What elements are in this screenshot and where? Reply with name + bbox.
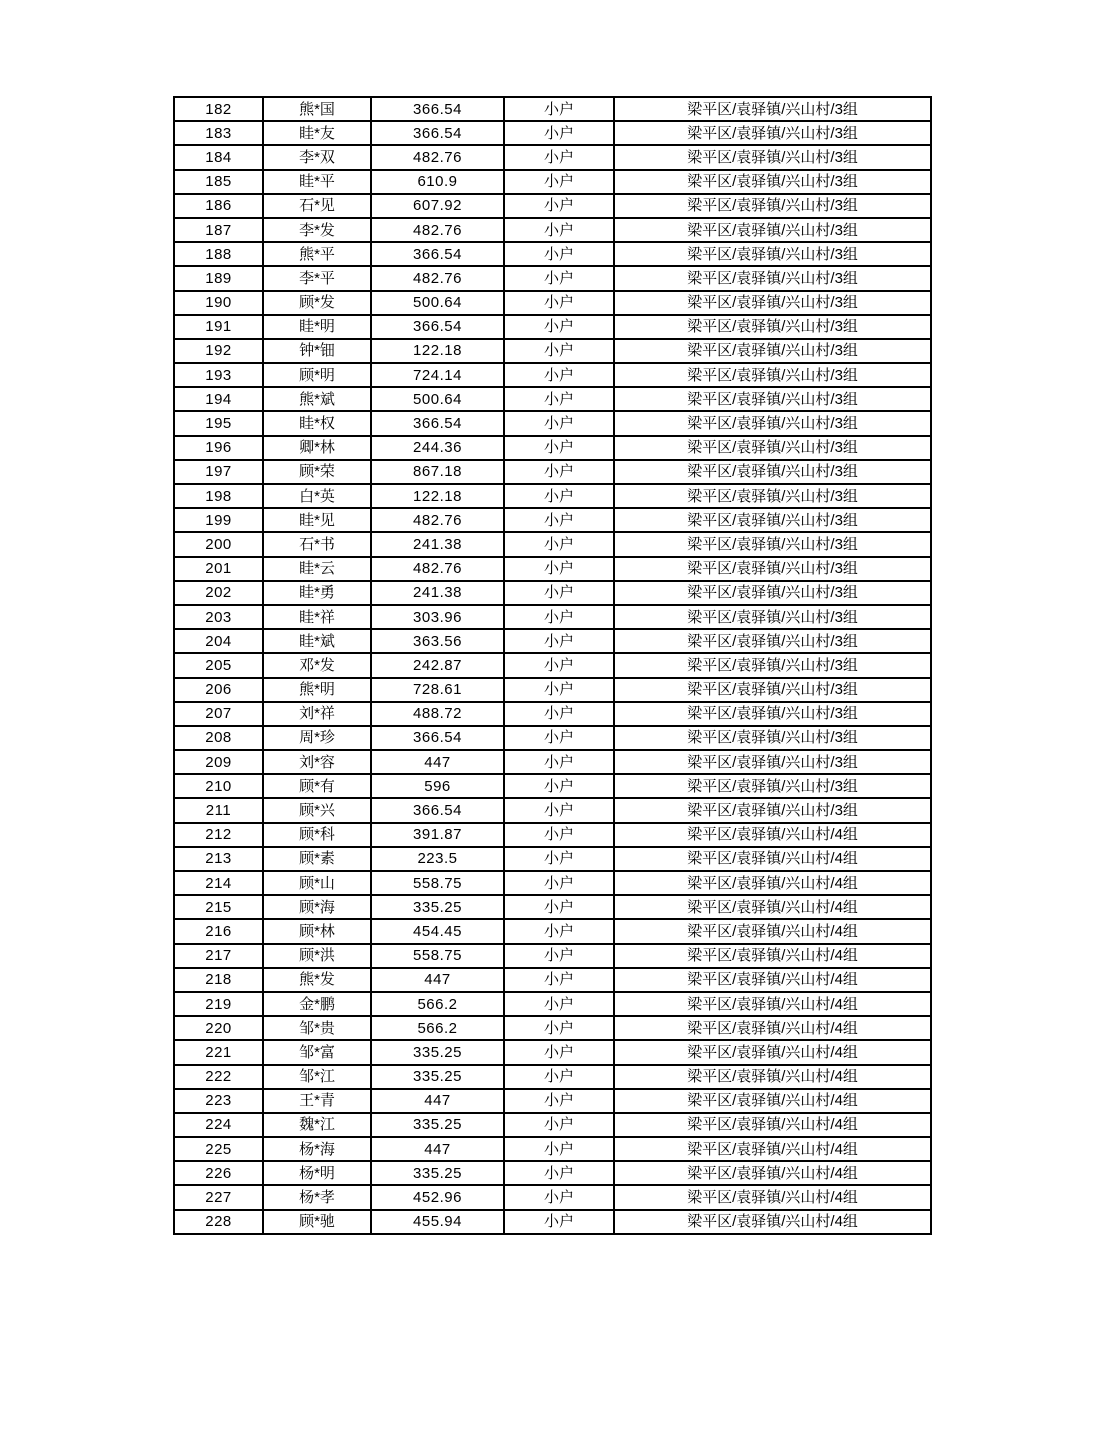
cell-index: 225: [174, 1137, 263, 1161]
cell-address: 梁平区/袁驿镇/兴山村/3组: [614, 387, 931, 411]
table-row: [174, 460, 931, 484]
cell-index: 188: [174, 242, 263, 266]
cell-amount: 122.18: [371, 484, 504, 508]
cell-index: 192: [174, 339, 263, 363]
table-row: [174, 411, 931, 435]
cell-household-type: 小户: [504, 194, 614, 218]
cell-household-type: 小户: [504, 291, 614, 315]
cell-name: 邓*发: [263, 653, 371, 677]
cell-household-type: 小户: [504, 1185, 614, 1209]
cell-index: 186: [174, 194, 263, 218]
table-row: [174, 750, 931, 774]
table-row: [174, 702, 931, 726]
cell-address: 梁平区/袁驿镇/兴山村/3组: [614, 242, 931, 266]
cell-index: 196: [174, 436, 263, 460]
cell-amount: 366.54: [371, 121, 504, 145]
cell-amount: 366.54: [371, 242, 504, 266]
cell-index: 185: [174, 170, 263, 194]
cell-name: 石*见: [263, 194, 371, 218]
cell-amount: 724.14: [371, 363, 504, 387]
table-row: [174, 1040, 931, 1064]
table-row: [174, 194, 931, 218]
cell-name: 眭*平: [263, 170, 371, 194]
records-table-body: [174, 97, 931, 1234]
cell-household-type: 小户: [504, 871, 614, 895]
cell-address: 梁平区/袁驿镇/兴山村/3组: [614, 411, 931, 435]
cell-household-type: 小户: [504, 436, 614, 460]
cell-name: 杨*海: [263, 1137, 371, 1161]
cell-amount: 303.96: [371, 605, 504, 629]
cell-address: 梁平区/袁驿镇/兴山村/3组: [614, 291, 931, 315]
table-row: [174, 1089, 931, 1113]
cell-name: 刘*祥: [263, 702, 371, 726]
cell-index: 198: [174, 484, 263, 508]
cell-index: 201: [174, 557, 263, 581]
cell-index: 207: [174, 702, 263, 726]
cell-index: 182: [174, 97, 263, 121]
cell-amount: 242.87: [371, 653, 504, 677]
cell-index: 211: [174, 798, 263, 822]
cell-name: 邹*富: [263, 1040, 371, 1064]
cell-address: 梁平区/袁驿镇/兴山村/3组: [614, 266, 931, 290]
table-row: [174, 1185, 931, 1209]
cell-address: 梁平区/袁驿镇/兴山村/3组: [614, 484, 931, 508]
cell-address: 梁平区/袁驿镇/兴山村/3组: [614, 460, 931, 484]
table-row: [174, 436, 931, 460]
table-row: [174, 291, 931, 315]
cell-name: 顾*海: [263, 895, 371, 919]
cell-address: 梁平区/袁驿镇/兴山村/3组: [614, 363, 931, 387]
cell-index: 208: [174, 726, 263, 750]
cell-name: 顾*山: [263, 871, 371, 895]
cell-index: 197: [174, 460, 263, 484]
cell-name: 眭*斌: [263, 629, 371, 653]
cell-index: 205: [174, 653, 263, 677]
table-row: [174, 532, 931, 556]
cell-address: 梁平区/袁驿镇/兴山村/4组: [614, 1089, 931, 1113]
cell-name: 眭*见: [263, 508, 371, 532]
table-row: [174, 508, 931, 532]
cell-name: 眭*明: [263, 315, 371, 339]
cell-index: 210: [174, 774, 263, 798]
table-row: [174, 968, 931, 992]
cell-address: 梁平区/袁驿镇/兴山村/3组: [614, 726, 931, 750]
cell-name: 卿*林: [263, 436, 371, 460]
cell-household-type: 小户: [504, 339, 614, 363]
cell-index: 226: [174, 1161, 263, 1185]
cell-address: 梁平区/袁驿镇/兴山村/4组: [614, 823, 931, 847]
cell-amount: 223.5: [371, 847, 504, 871]
cell-amount: 454.45: [371, 919, 504, 943]
cell-household-type: 小户: [504, 1040, 614, 1064]
table-row: [174, 726, 931, 750]
cell-name: 眭*云: [263, 557, 371, 581]
cell-household-type: 小户: [504, 1137, 614, 1161]
table-row: [174, 871, 931, 895]
cell-address: 梁平区/袁驿镇/兴山村/3组: [614, 774, 931, 798]
cell-address: 梁平区/袁驿镇/兴山村/3组: [614, 170, 931, 194]
cell-address: 梁平区/袁驿镇/兴山村/4组: [614, 992, 931, 1016]
table-row: [174, 387, 931, 411]
cell-amount: 558.75: [371, 871, 504, 895]
cell-index: 199: [174, 508, 263, 532]
table-row: [174, 992, 931, 1016]
cell-address: 梁平区/袁驿镇/兴山村/3组: [614, 436, 931, 460]
cell-name: 顾*有: [263, 774, 371, 798]
table-row: [174, 823, 931, 847]
cell-name: 刘*容: [263, 750, 371, 774]
cell-household-type: 小户: [504, 532, 614, 556]
cell-name: 顾*驰: [263, 1210, 371, 1234]
table-row: [174, 1210, 931, 1234]
cell-amount: 500.64: [371, 291, 504, 315]
cell-address: 梁平区/袁驿镇/兴山村/4组: [614, 1113, 931, 1137]
cell-amount: 452.96: [371, 1185, 504, 1209]
cell-address: 梁平区/袁驿镇/兴山村/3组: [614, 339, 931, 363]
cell-amount: 241.38: [371, 581, 504, 605]
cell-household-type: 小户: [504, 944, 614, 968]
cell-amount: 241.38: [371, 532, 504, 556]
cell-address: 梁平区/袁驿镇/兴山村/3组: [614, 97, 931, 121]
cell-amount: 728.61: [371, 678, 504, 702]
cell-index: 203: [174, 605, 263, 629]
cell-amount: 500.64: [371, 387, 504, 411]
cell-address: 梁平区/袁驿镇/兴山村/4组: [614, 1161, 931, 1185]
cell-address: 梁平区/袁驿镇/兴山村/3组: [614, 121, 931, 145]
table-row: [174, 121, 931, 145]
cell-name: 顾*素: [263, 847, 371, 871]
cell-household-type: 小户: [504, 581, 614, 605]
cell-amount: 566.2: [371, 1016, 504, 1040]
cell-amount: 366.54: [371, 411, 504, 435]
cell-household-type: 小户: [504, 1089, 614, 1113]
table-row: [174, 678, 931, 702]
cell-household-type: 小户: [504, 170, 614, 194]
cell-address: 梁平区/袁驿镇/兴山村/4组: [614, 1040, 931, 1064]
table-row: [174, 1065, 931, 1089]
table-row: [174, 557, 931, 581]
cell-amount: 335.25: [371, 1065, 504, 1089]
cell-address: 梁平区/袁驿镇/兴山村/3组: [614, 218, 931, 242]
cell-address: 梁平区/袁驿镇/兴山村/4组: [614, 847, 931, 871]
cell-name: 钟*钿: [263, 339, 371, 363]
table-row: [174, 944, 931, 968]
cell-index: 215: [174, 895, 263, 919]
cell-household-type: 小户: [504, 653, 614, 677]
cell-amount: 447: [371, 968, 504, 992]
table-row: [174, 1137, 931, 1161]
cell-household-type: 小户: [504, 387, 614, 411]
cell-household-type: 小户: [504, 145, 614, 169]
cell-name: 杨*孝: [263, 1185, 371, 1209]
cell-index: 200: [174, 532, 263, 556]
cell-address: 梁平区/袁驿镇/兴山村/3组: [614, 532, 931, 556]
cell-household-type: 小户: [504, 484, 614, 508]
cell-index: 183: [174, 121, 263, 145]
cell-household-type: 小户: [504, 605, 614, 629]
cell-amount: 867.18: [371, 460, 504, 484]
table-row: [174, 484, 931, 508]
cell-address: 梁平区/袁驿镇/兴山村/3组: [614, 581, 931, 605]
table-row: [174, 895, 931, 919]
cell-amount: 607.92: [371, 194, 504, 218]
cell-name: 顾*林: [263, 919, 371, 943]
cell-index: 228: [174, 1210, 263, 1234]
cell-index: 217: [174, 944, 263, 968]
cell-name: 顾*兴: [263, 798, 371, 822]
cell-household-type: 小户: [504, 508, 614, 532]
cell-amount: 482.76: [371, 557, 504, 581]
cell-amount: 363.56: [371, 629, 504, 653]
cell-name: 邹*江: [263, 1065, 371, 1089]
cell-amount: 566.2: [371, 992, 504, 1016]
cell-name: 石*书: [263, 532, 371, 556]
cell-household-type: 小户: [504, 242, 614, 266]
cell-name: 顾*发: [263, 291, 371, 315]
cell-amount: 244.36: [371, 436, 504, 460]
cell-name: 杨*明: [263, 1161, 371, 1185]
cell-name: 熊*斌: [263, 387, 371, 411]
table-row: [174, 1016, 931, 1040]
cell-name: 顾*荣: [263, 460, 371, 484]
cell-household-type: 小户: [504, 968, 614, 992]
cell-household-type: 小户: [504, 678, 614, 702]
cell-household-type: 小户: [504, 1065, 614, 1089]
cell-name: 眭*权: [263, 411, 371, 435]
cell-index: 218: [174, 968, 263, 992]
cell-index: 222: [174, 1065, 263, 1089]
cell-name: 王*青: [263, 1089, 371, 1113]
cell-index: 221: [174, 1040, 263, 1064]
table-row: [174, 170, 931, 194]
cell-address: 梁平区/袁驿镇/兴山村/3组: [614, 194, 931, 218]
cell-amount: 366.54: [371, 798, 504, 822]
cell-address: 梁平区/袁驿镇/兴山村/3组: [614, 678, 931, 702]
cell-household-type: 小户: [504, 702, 614, 726]
cell-household-type: 小户: [504, 1016, 614, 1040]
table-row: [174, 363, 931, 387]
cell-household-type: 小户: [504, 315, 614, 339]
cell-address: 梁平区/袁驿镇/兴山村/4组: [614, 1065, 931, 1089]
cell-address: 梁平区/袁驿镇/兴山村/3组: [614, 605, 931, 629]
cell-amount: 366.54: [371, 726, 504, 750]
cell-address: 梁平区/袁驿镇/兴山村/4组: [614, 968, 931, 992]
cell-address: 梁平区/袁驿镇/兴山村/3组: [614, 653, 931, 677]
cell-index: 191: [174, 315, 263, 339]
cell-index: 189: [174, 266, 263, 290]
cell-index: 209: [174, 750, 263, 774]
cell-index: 193: [174, 363, 263, 387]
cell-name: 邹*贵: [263, 1016, 371, 1040]
cell-amount: 335.25: [371, 895, 504, 919]
cell-household-type: 小户: [504, 460, 614, 484]
cell-address: 梁平区/袁驿镇/兴山村/3组: [614, 798, 931, 822]
table-row: [174, 145, 931, 169]
table-row: [174, 218, 931, 242]
cell-name: 顾*洪: [263, 944, 371, 968]
cell-household-type: 小户: [504, 411, 614, 435]
cell-index: 224: [174, 1113, 263, 1137]
cell-amount: 335.25: [371, 1040, 504, 1064]
cell-name: 熊*发: [263, 968, 371, 992]
cell-household-type: 小户: [504, 629, 614, 653]
cell-address: 梁平区/袁驿镇/兴山村/3组: [614, 702, 931, 726]
cell-amount: 610.9: [371, 170, 504, 194]
cell-index: 204: [174, 629, 263, 653]
cell-name: 熊*平: [263, 242, 371, 266]
cell-household-type: 小户: [504, 97, 614, 121]
cell-index: 195: [174, 411, 263, 435]
cell-index: 214: [174, 871, 263, 895]
table-row: [174, 581, 931, 605]
cell-address: 梁平区/袁驿镇/兴山村/4组: [614, 895, 931, 919]
cell-name: 顾*明: [263, 363, 371, 387]
cell-amount: 335.25: [371, 1113, 504, 1137]
cell-address: 梁平区/袁驿镇/兴山村/4组: [614, 1137, 931, 1161]
cell-amount: 366.54: [371, 315, 504, 339]
cell-household-type: 小户: [504, 750, 614, 774]
cell-address: 梁平区/袁驿镇/兴山村/4组: [614, 1210, 931, 1234]
cell-index: 216: [174, 919, 263, 943]
cell-amount: 335.25: [371, 1161, 504, 1185]
cell-index: 213: [174, 847, 263, 871]
cell-household-type: 小户: [504, 121, 614, 145]
cell-household-type: 小户: [504, 557, 614, 581]
cell-name: 李*发: [263, 218, 371, 242]
records-table: [173, 96, 932, 1235]
cell-household-type: 小户: [504, 919, 614, 943]
cell-name: 熊*明: [263, 678, 371, 702]
cell-amount: 447: [371, 750, 504, 774]
cell-index: 223: [174, 1089, 263, 1113]
cell-address: 梁平区/袁驿镇/兴山村/3组: [614, 508, 931, 532]
cell-amount: 122.18: [371, 339, 504, 363]
cell-amount: 488.72: [371, 702, 504, 726]
cell-index: 219: [174, 992, 263, 1016]
cell-amount: 558.75: [371, 944, 504, 968]
cell-household-type: 小户: [504, 266, 614, 290]
cell-address: 梁平区/袁驿镇/兴山村/3组: [614, 557, 931, 581]
cell-name: 魏*江: [263, 1113, 371, 1137]
cell-amount: 366.54: [371, 97, 504, 121]
cell-address: 梁平区/袁驿镇/兴山村/3组: [614, 145, 931, 169]
cell-household-type: 小户: [504, 1161, 614, 1185]
cell-address: 梁平区/袁驿镇/兴山村/4组: [614, 1016, 931, 1040]
cell-amount: 447: [371, 1089, 504, 1113]
cell-index: 212: [174, 823, 263, 847]
cell-name: 白*英: [263, 484, 371, 508]
cell-name: 眭*祥: [263, 605, 371, 629]
table-row: [174, 266, 931, 290]
cell-address: 梁平区/袁驿镇/兴山村/3组: [614, 315, 931, 339]
cell-index: 184: [174, 145, 263, 169]
table-row: [174, 315, 931, 339]
table-row: [174, 774, 931, 798]
cell-index: 187: [174, 218, 263, 242]
cell-index: 220: [174, 1016, 263, 1040]
table-row: [174, 1161, 931, 1185]
cell-index: 227: [174, 1185, 263, 1209]
cell-amount: 455.94: [371, 1210, 504, 1234]
cell-index: 194: [174, 387, 263, 411]
cell-amount: 482.76: [371, 218, 504, 242]
cell-address: 梁平区/袁驿镇/兴山村/4组: [614, 1185, 931, 1209]
cell-household-type: 小户: [504, 823, 614, 847]
table-row: [174, 1113, 931, 1137]
cell-name: 眭*友: [263, 121, 371, 145]
cell-name: 李*双: [263, 145, 371, 169]
table-row: [174, 97, 931, 121]
table-row: [174, 653, 931, 677]
cell-address: 梁平区/袁驿镇/兴山村/4组: [614, 944, 931, 968]
cell-household-type: 小户: [504, 895, 614, 919]
cell-household-type: 小户: [504, 798, 614, 822]
cell-household-type: 小户: [504, 726, 614, 750]
cell-address: 梁平区/袁驿镇/兴山村/3组: [614, 750, 931, 774]
cell-name: 李*平: [263, 266, 371, 290]
cell-household-type: 小户: [504, 992, 614, 1016]
cell-household-type: 小户: [504, 363, 614, 387]
cell-name: 顾*科: [263, 823, 371, 847]
table-row: [174, 798, 931, 822]
table-row: [174, 605, 931, 629]
table-row: [174, 242, 931, 266]
cell-amount: 447: [371, 1137, 504, 1161]
cell-household-type: 小户: [504, 774, 614, 798]
cell-household-type: 小户: [504, 1210, 614, 1234]
cell-address: 梁平区/袁驿镇/兴山村/4组: [614, 871, 931, 895]
cell-address: 梁平区/袁驿镇/兴山村/3组: [614, 629, 931, 653]
cell-index: 202: [174, 581, 263, 605]
cell-address: 梁平区/袁驿镇/兴山村/4组: [614, 919, 931, 943]
table-row: [174, 339, 931, 363]
cell-household-type: 小户: [504, 218, 614, 242]
cell-amount: 596: [371, 774, 504, 798]
table-row: [174, 919, 931, 943]
cell-amount: 482.76: [371, 145, 504, 169]
cell-name: 周*珍: [263, 726, 371, 750]
cell-household-type: 小户: [504, 1113, 614, 1137]
cell-amount: 482.76: [371, 266, 504, 290]
cell-amount: 482.76: [371, 508, 504, 532]
cell-index: 206: [174, 678, 263, 702]
cell-name: 熊*国: [263, 97, 371, 121]
cell-index: 190: [174, 291, 263, 315]
cell-household-type: 小户: [504, 847, 614, 871]
cell-amount: 391.87: [371, 823, 504, 847]
cell-name: 金*鹏: [263, 992, 371, 1016]
table-row: [174, 847, 931, 871]
cell-name: 眭*勇: [263, 581, 371, 605]
table-row: [174, 629, 931, 653]
